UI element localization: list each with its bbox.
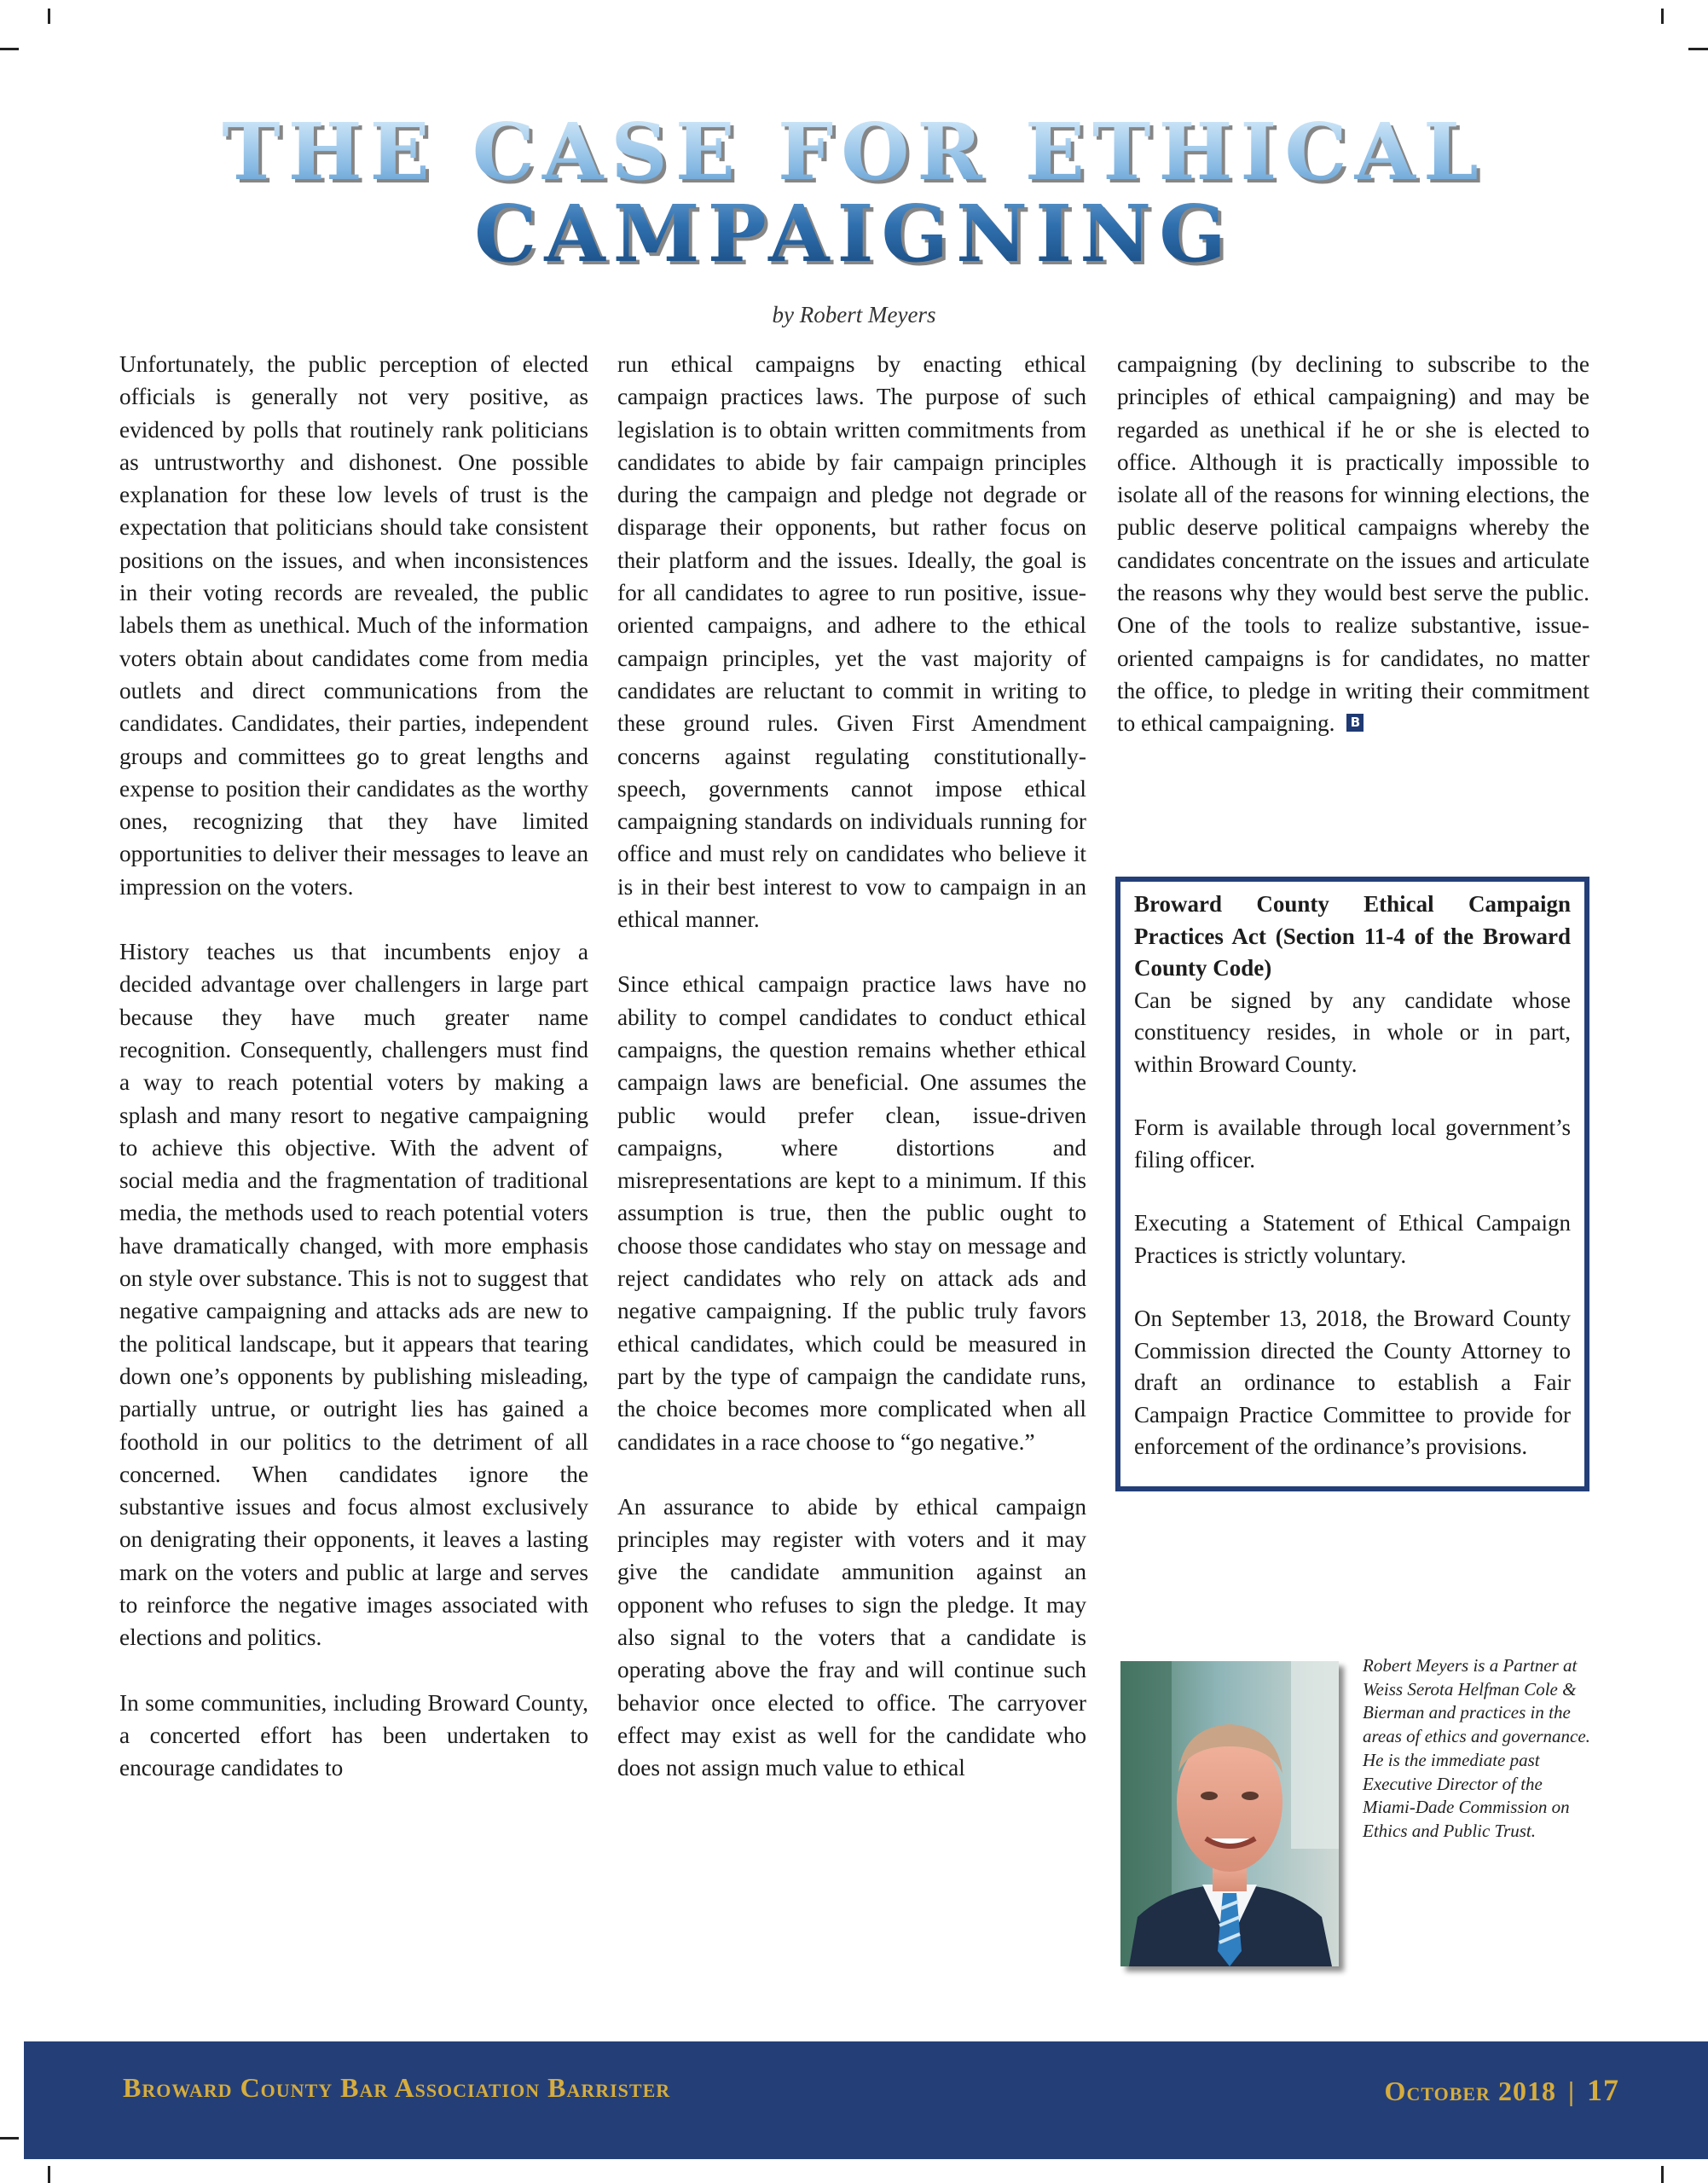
article-title [0, 106, 1708, 280]
sidebar-paragraph: Can be signed by any candidate whose constituency resides, in whole or in part, within Broward County. [1134, 987, 1571, 1077]
author-bio: Robert Meyers is a Partner at Weiss Serota Helfman Cole & Bierman and practices in the areas of ethics and governance. He is the immediate past Executive Director of the Miami-Dade Commission on Ethics and Public Trust. [1363, 1655, 1590, 1841]
crop-mark [1661, 9, 1664, 24]
crop-mark [0, 2137, 19, 2140]
paragraph: History teaches us that incumbents enjoy a decided advantage over challengers in large part because they have much greater name recognition. Consequently, challengers must find a way to reach potential voters by making a splash and many resort to negative campaigning to achieve this objective. With the advent of social media and the fragmentation of traditional media, the methods used to reach potential voters have dramatically changed, with more emphasis on style over substance. This is not to suggest that negative campaigning and attacks ads are new to the political landscape, but it appears that tearing down one’s opponents by publishing misleading, partially untrue, or outright lies has gained a foothold in our politics to the detriment of all concerned. When candidates ignore the substantive issues and focus almost exclusively on denigrating their opponents, it leaves a lasting mark on the voters and public at large and serves to reinforce the negative images associated with elections and politics. [119, 939, 588, 1651]
column-3 [1117, 348, 1589, 740]
crop-mark [1661, 2166, 1664, 2183]
author-portrait-image [1120, 1661, 1339, 1966]
page-footer [24, 2041, 1708, 2159]
sidebar-paragraph: Executing a Statement of Ethical Campaign Practices is strictly voluntary. [1134, 1210, 1571, 1268]
footer-separator: | [1567, 2076, 1575, 2106]
sidebar-paragraph: On September 13, 2018, the Broward County Commission directed the County Attorney to draft an ordinance to establish a Fair Campaign Practice Committee to provide for enforcement of the ordinance’s provisions. [1134, 1306, 1571, 1459]
crop-mark [0, 48, 19, 50]
crop-mark [1688, 48, 1708, 50]
paragraph: Unfortunately, the public perception of elected officials is generally not very positive, as evidenced by polls that routinely rank politicians as untrustworthy and dishonest. One possible explanation for these low levels of trust is the expectation that politicians should take consistent positions on the issues, and when inconsistences in their voting records are revealed, the public labels them as unethical. Much of the information voters obtain about candidates come from media outlets and direct communications from the candidates. Candidates, their parties, independent groups and committees go to great lengths and expense to position their candidates as the worthy ones, recognizing that they have limited opportunities to deliver their messages to leave an impression on the voters. [119, 351, 588, 900]
info-sidebar [1115, 877, 1589, 1491]
end-of-article-mark: B [1346, 714, 1364, 732]
publication-name: Broward County Bar Association Barrister [123, 2072, 671, 2103]
paragraph-text: campaigning (by declining to subscribe to the principles of ethical campaigning) and may be regarded as unethical if he or she is elected to office. Although it is practically impossible to isolate all of the reasons for winning elections, the public deserve political campaigns whereby the candidates concentrate on the issues and articulate the reasons why they would best serve the public. One of the tools to realize substantive, issue-oriented campaigns is for candidates, no matter the office, to pledge in writing their commitment to ethical campaigning. [1117, 351, 1589, 737]
title-line-2: CAMPAIGNING [474, 188, 1234, 280]
paragraph [1117, 348, 1589, 740]
paragraph: Since ethical campaign practice laws have no ability to compel candidates to conduct ethical campaigns, the question remains whether ethical campaign laws are beneficial. One assumes the public would prefer clean, issue-driven campaigns, where distortions and misrepresentations are kept to a minimum. If this assumption is true, then the public ought to choose those candidates who stay on message and reject candidates who rely on attack ads and negative campaigning. If the public truly favors ethical candidates, which could be measured in part by the type of campaign the candidate runs, the choice becomes more complicated when all candidates in a race choose to “go negative.” [617, 971, 1086, 1455]
issue-date: October 2018 [1384, 2076, 1556, 2106]
title-line-1: THE CASE FOR ETHICAL [222, 106, 1486, 198]
sidebar-heading: Broward County Ethical Campaign Practices Act (Section 11-4 of the Broward County Code) [1134, 891, 1571, 981]
author-photo [1120, 1661, 1339, 1966]
paragraph: run ethical campaigns by enacting ethical campaign practices laws. The purpose of such legislation is to obtain written commitments from candidates to abide by fair campaign principles during the campaign and pledge not degrade or disparage their opponents, but rather focus on their platform and the issues. Ideally, the goal is for all candidates to agree to run positive, issue-oriented campaigns, and adhere to the ethical campaign principles, yet the vast majority of candidates are reluctant to commit in writing to these ground rules. Given First Amendment concerns against regulating constitutionally-speech, governments cannot impose ethical campaigning standards on individuals running for office and must rely on candidates who believe it is in their best interest to vow to campaign in an ethical manner. [617, 351, 1086, 933]
issue-and-page [1385, 2072, 1619, 2108]
byline: by Robert Meyers [772, 302, 936, 327]
paragraph: An assurance to abide by ethical campaign principles may register with voters and it may give the candidate ammunition against an opponent who refuses to sign the pledge. It may also signal to the voters that a candidate is operating above the fray and will continue such behavior once elected to office. The carryover effect may exist as well for the candidate who does not assign much value to ethical [617, 1493, 1086, 1781]
column-1 [119, 348, 588, 1784]
column-2 [617, 348, 1086, 1784]
crop-mark [48, 2166, 50, 2183]
sidebar-paragraph: Form is available through local government’s filing officer. [1134, 1115, 1571, 1173]
page-number: 17 [1587, 2073, 1619, 2107]
crop-mark [48, 9, 50, 24]
paragraph: In some communities, including Broward County, a concerted effort has been undertaken to encourage candidates to [119, 1689, 588, 1781]
